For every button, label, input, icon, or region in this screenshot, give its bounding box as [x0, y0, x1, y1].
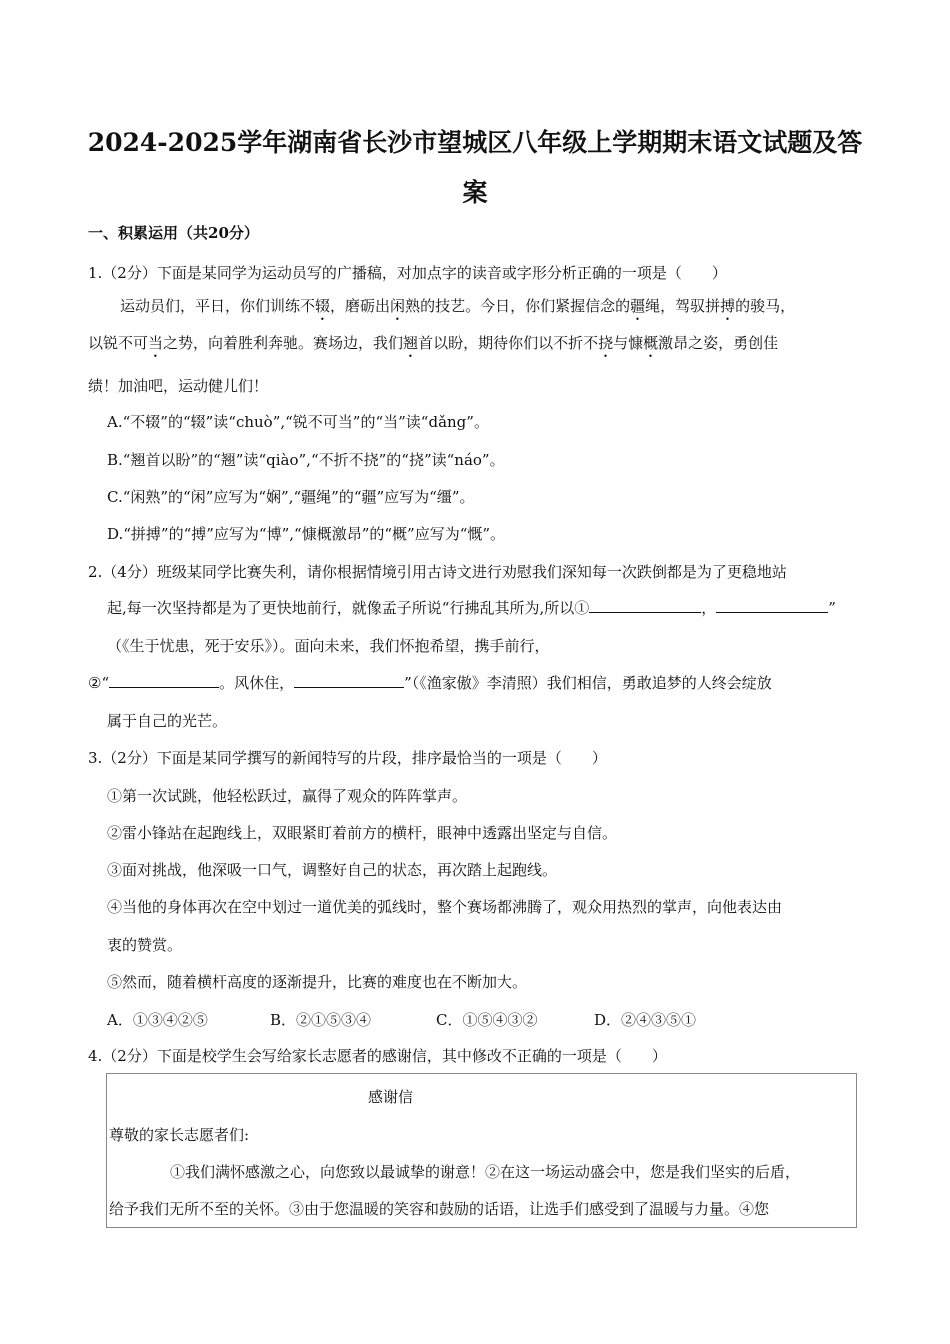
q4-stem: 4.（2分）下面是校学生会写给家长志愿者的感谢信，其中修改不正确的一项是（ ） — [88, 1047, 667, 1065]
q3-option-b: B．②①⑤③④ — [270, 1011, 372, 1029]
q2-line-3: （《生于忧患，死于安乐》）。面向未来，我们怀抱希望，携手前行， — [107, 637, 550, 655]
page-title — [60, 118, 890, 218]
letter-title: 感谢信 — [368, 1088, 414, 1106]
answer-blank[interactable] — [716, 597, 828, 613]
letter-body-2: 给予我们无所不至的关怀。③由于您温暖的笑容和鼓励的话语，让选手们感受到了温暖与力量。④您 — [109, 1200, 770, 1218]
letter-body-1: ①我们满怀感激之心，向您致以最诚挚的谢意！②在这一场运动盛会中，您是我们坚实的后盾， — [170, 1163, 801, 1181]
title-line-2: 案 — [462, 178, 488, 207]
q2-line-4: ②“ 。风休住， ”（《渔家傲》李清照）我们相信，勇敢追梦的人终会绽放 — [88, 674, 772, 692]
q1-stem: 1.（2分）下面是某同学为运动员写的广播稿，对加点字的读音或字形分析正确的一项是（ ） — [88, 264, 727, 282]
letter-greeting: 尊敬的家长志愿者们: — [109, 1126, 250, 1144]
q1-passage-line-3: 绩！加油吧，运动健儿们！ — [88, 377, 269, 395]
dotted-char: 概 — [643, 334, 659, 352]
q1-passage-line-2: 以锐不可当之势，向着胜利奔驰。赛场边，我们翘首以盼，期待你们以不折不挠与慷概激昂之姿，勇创佳 — [88, 334, 779, 352]
title-line-1: 2024-2025学年湖南省长沙市望城区八年级上学期期末语文试题及答 — [87, 128, 863, 157]
q1-option-c: C.“闲熟”的“闲”应写为“娴”,“疆绳”的“疆”应写为“缰”。 — [107, 488, 475, 506]
q3-option-a: A．①③④②⑤ — [107, 1011, 208, 1029]
q3-stem: 3.（2分）下面是某同学撰写的新闻特写的片段，排序最恰当的一项是（ ） — [88, 749, 607, 767]
dotted-char: 闲 — [390, 297, 406, 315]
q3-sentence-5: ⑤然而，随着横杆高度的逐渐提升，比赛的难度也在不断加大。 — [107, 973, 528, 991]
q1-option-a: A.“不辍”的“辍”读“chuò”,“锐不可当”的“当”读“dǎng”。 — [107, 413, 489, 431]
q1-passage-line-1: 运动员们，平日，你们训练不辍，磨砺出闲熟的技艺。今日，你们紧握信念的疆绳，驾驭拼搏的骏马， — [120, 297, 796, 315]
dotted-char: 疆 — [630, 297, 646, 315]
q3-options — [107, 1009, 696, 1030]
dotted-char: 翘 — [403, 334, 419, 352]
dotted-char: 当 — [148, 334, 164, 352]
dotted-char: 挠 — [598, 334, 614, 352]
q3-sentence-1: ①第一次试跳，他轻松跃过，赢得了观众的阵阵掌声。 — [107, 787, 468, 805]
dotted-char: 搏 — [720, 297, 736, 315]
q3-sentence-4: ④当他的身体再次在空中划过一道优美的弧线时，整个赛场都沸腾了，观众用热烈的掌声，向他表达由 — [107, 898, 783, 916]
q3-sentence-4-cont: 衷的赞赏。 — [107, 936, 183, 954]
dotted-char: 辍 — [315, 297, 331, 315]
q3-sentence-2: ②雷小锋站在起跑线上，双眼紧盯着前方的横杆，眼神中透露出坚定与自信。 — [107, 824, 618, 842]
section-heading: 一、积累运用（共20分） — [88, 224, 259, 242]
answer-blank[interactable] — [589, 597, 701, 613]
q3-option-d: D．②④③⑤① — [594, 1011, 697, 1029]
q1-option-b: B.“翘首以盼”的“翘”读“qiào”,“不折不挠”的“挠”读“náo”。 — [107, 451, 505, 469]
q1-option-d: D.“拼搏”的“搏”应写为“博”,“慷概激昂”的“概”应写为“慨”。 — [107, 525, 506, 543]
answer-blank[interactable] — [294, 672, 404, 688]
answer-blank[interactable] — [109, 672, 219, 688]
q2-line-5: 属于自己的光芒。 — [107, 712, 228, 730]
q3-option-c: C．①⑤④③② — [436, 1011, 538, 1029]
q2-stem: 2.（4分）班级某同学比赛失利，请你根据情境引用古诗文进行劝慰我们深知每一次跌倒都是为了更稳地站 — [88, 563, 787, 581]
q3-sentence-3: ③面对挑战，他深吸一口气，调整好自己的状态，再次踏上起跑线。 — [107, 861, 558, 879]
q2-line-2: 起,每一次坚持都是为了更快地前行，就像孟子所说“行拂乱其所为,所以① ， ” — [107, 599, 836, 617]
